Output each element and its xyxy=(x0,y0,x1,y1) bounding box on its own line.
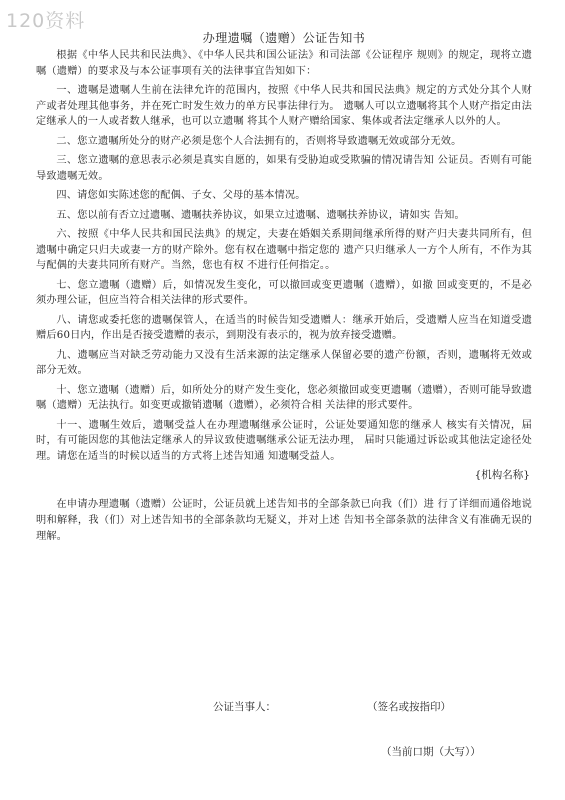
notice-item-7: 七、您立遗嘱（遗赠）后，如情况发生变化，可以撤回或变更遗嘱（遗赠），如撤 回或变更的，不是必须办理公证，但应当符合相关法律的形式要件。 xyxy=(36,279,532,306)
notice-item-6: 六、按照《中华人民共和国民法典》的规定，夫妻在婚姻关系期间继承所得的财产归夫妻共同所有，但遗嘱中确定只归夫或妻一方的财产除外。您有权在遗嘱中指定您的 遗产只归继承人一方个人所有，不作为其与配偶的夫妻共同所有财产。当然，您也有权 不进行任何指定。。 xyxy=(36,229,532,271)
intro-paragraph: 根据《中华人民共和民法典》、《中华人民共和国公证法》和司法部《公证程序 规则》的规定，现将立遗嘱（遗赠）的要求及与本公证事项有关的法律事宜告知如下： xyxy=(36,50,532,77)
notice-item-3: 三、您立遗嘱的意思表示必须是真实自愿的，如果有受胁迫或受欺骗的情况请告知 公证员。否则有可能导致遗嘱无效。 xyxy=(36,155,532,182)
notice-item-10: 十、您立遗嘱（遗赠）后，如所处分的财产发生变化，您必须撤回或变更遗嘱（遗赠），否则可能导致遗嘱（遗赠）无法执行。如变更或撤销遗嘱（遗赠），必须符合相 关法律的形式要件。 xyxy=(36,384,532,411)
notice-item-9: 九、遗嘱应当对缺乏劳动能力又没有生活来源的法定继承人保留必要的遗产份额，否则，遗嘱将无效或部分无效。 xyxy=(36,349,532,376)
organization-name-placeholder: {机构名称} xyxy=(474,469,530,481)
notice-item-8: 八、请您或委托您的遗嘱保管人，在适当的时候告知受遗赠人：继承开始后，受遗赠人应当在知道受遗赠后60日内，作出是否接受遗赠的表示，到期没有表示的，视为放弃接受遗赠。 xyxy=(36,314,532,341)
date-label: （当前口期（大写）） xyxy=(381,746,481,758)
notice-item-4: 四、请您如实陈述您的配偶、子女、父母的基本情况。 xyxy=(56,190,306,201)
document-title: 办理遗嘱（遗赠）公证告知书 xyxy=(202,31,366,45)
signature-row xyxy=(0,699,565,715)
notice-item-5: 五、您以前有否立过遗嘱、遗嘱扶养协议，如果立过遗嘱、遗嘱扶养协议，请如实 告知。 xyxy=(56,209,465,221)
notice-item-1: 一、遗嘱是遗嘱人生前在法律允许的范围内，按照《中华人民共和国民法典》规定的方式处分其个人财产或者处理其他事务，并在死亡时发生效力的单方民事法律行为。 遗嘱人可以立遗嘱将其个人财产指定由法定继承人的一人或者数人继承，也可以立遗嘱 将其个人财产赠给国家、集体或者法定继承人以外的人。 xyxy=(36,85,532,127)
signature-hint: （签名或按指印） xyxy=(367,701,451,713)
confirmation-paragraph: 在申请办理遗嘱（遗赠）公证时，公证员就上述告知书的全部条款已向我（们）进 行了详细而通俗地说明和解释，我（们）对上述告知书的全部条款均无疑义，并对上述 告知书全部条款的法律含义有准确无误的理解。 xyxy=(36,499,532,542)
watermark-logo: 120资料 xyxy=(6,10,86,32)
notice-item-2: 二、您立遗嘱所处分的财产必须是您个人合法拥有的，否则将导致遗嘱无效或部分无效。 xyxy=(56,135,462,147)
notice-item-11: 十一、遗嘱生效后，遗嘱受益人在办理遗嘱继承公证时，公证处要通知您的继承人 核实有关情况，届时，有可能因您的其他法定继承人的异议致使遗嘱继承公证无法办理， 届时只能通过诉讼或其他法定途径处理。请您在适当的时候以适当的方式将上述告知通 知遗嘱受益人。 xyxy=(36,419,532,462)
date-row xyxy=(0,744,565,760)
signature-label: 公证当事人： xyxy=(213,701,276,713)
notice-document xyxy=(36,30,532,545)
